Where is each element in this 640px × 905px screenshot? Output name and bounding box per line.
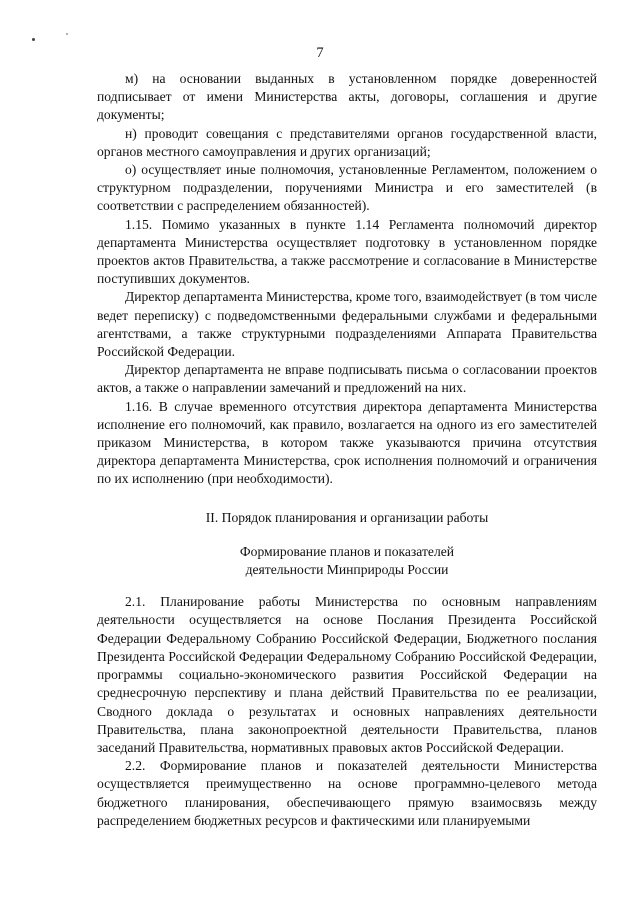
section-heading: II. Порядок планирования и организации работы [205,509,489,525]
page-number: 7 [316,45,324,61]
scan-speck [66,33,68,35]
paragraph-director-interaction: Директор департамента Министерства, кроме того, взаимодействует (в том числе ведет переписку) с подведомственными федеральными службами и федеральными агентствами, а также структурными подразделениями Аппарата Правительства Российской Федерации. [97,289,597,360]
paragraph-1-15: 1.15. Помимо указанных в пункте 1.14 Регламента полномочий директор департамента Министерства осуществляет подготовку в установленном порядке проектов актов Правительства, а также рассмотрение и согласование в Министерстве поступивших документов. [97,216,597,287]
paragraph-1-16: 1.16. В случае временного отсутствия директора департамента Министерства исполнение его полномочий, как правило, возлагается на одного из его заместителей приказом Министерства, в котором также указываются причина отсутствия директора департамента Министерства, срок исполнения полномочий и ограничения по их исполнению (при необходимости). [97,398,597,487]
document-body [97,70,597,830]
paragraph-o: о) осуществляет иные полномочия, установленные Регламентом, положением о структурном подразделении, поручениями Министра и его заместителей (в соответствии с распределением обязанностей). [97,162,597,214]
subheading-line-1: Формирование планов и показателей [239,543,455,559]
paragraph-director-restriction: Директор департамента не вправе подписывать письма о согласовании проектов актов, а также о направлении замечаний и предложений на них. [97,362,597,396]
paragraph-2-1: 2.1. Планирование работы Министерства по основным направлениям деятельности осуществляется на основе Послания Президента Российской Федерации Федеральному Собранию Российской Федерации, Бюджетного послания Президента Российской Федерации Федеральному Собранию Российской Федерации, программы социально-экономического развития Российской Федерации на среднесрочную перспективу и плана действий Правительства по ее реализации, Сводного доклада о результатах и основных направлениях деятельности Правительства, плана законопроектной деятельности Правительства, планов заседаний Правительства, нормативных правовых актов Российской Федерации. [97,594,597,755]
subheading-line-2: деятельности Минприроды России [245,562,449,578]
paragraph-m: м) на основании выданных в установленном порядке доверенностей подписывает от имени Министерства акты, договоры, соглашения и другие документы; [97,71,597,123]
scan-speck [32,38,35,41]
paragraph-2-2: 2.2. Формирование планов и показателей деятельности Министерства осуществляется преимущественно на основе программно-целевого метода бюджетного планирования, обеспечивающего прямую взаимосвязь между распределением бюджетных ресурсов и фактическими или планируемыми [97,758,597,828]
paragraph-n: н) проводит совещания с представителями органов государственной власти, органов местного самоуправления и других организаций; [97,125,597,159]
